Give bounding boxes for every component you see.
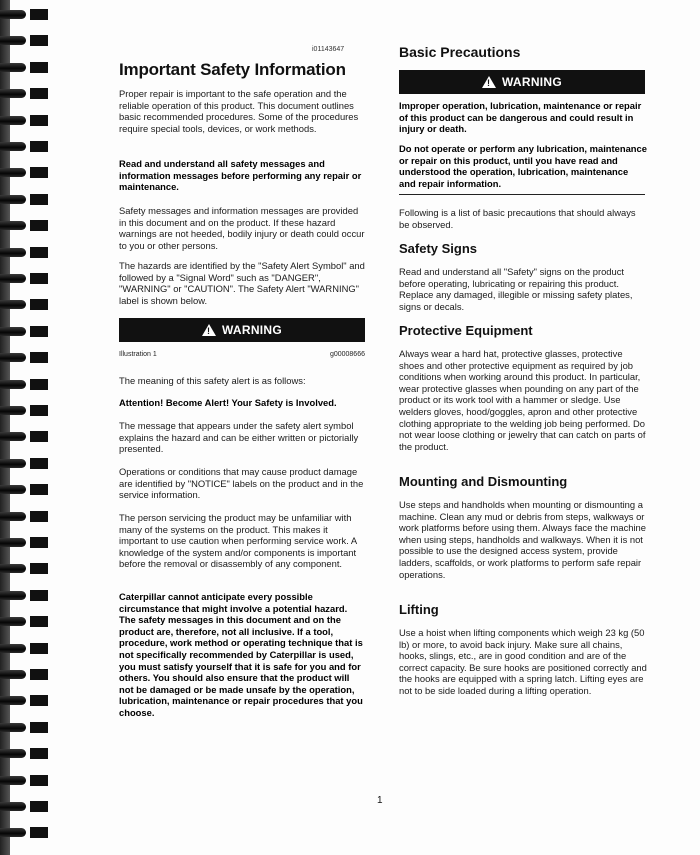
binding-ring bbox=[0, 140, 52, 153]
binding-ring bbox=[0, 800, 52, 813]
binding-ring bbox=[0, 246, 52, 259]
precautions-intro: Following is a list of basic precautions that should always be observed. bbox=[399, 207, 636, 230]
warning-banner bbox=[399, 70, 645, 94]
binding-ring bbox=[0, 721, 52, 734]
protective-equipment-heading: Protective Equipment bbox=[399, 323, 533, 338]
page-number: 1 bbox=[377, 795, 383, 806]
binding-ring bbox=[0, 668, 52, 681]
binding-ring bbox=[0, 272, 52, 285]
binding-ring bbox=[0, 483, 52, 496]
binding-ring bbox=[0, 351, 52, 364]
warning-divider bbox=[399, 194, 645, 195]
mounting-heading: Mounting and Dismounting bbox=[399, 474, 568, 489]
safety-messages-paragraph: Safety messages and information messages are provided in this document and on the product. If these hazard warnings are not heeded, bodily injury or death could occur to you or other persons. bbox=[119, 205, 365, 251]
warning-label-text: WARNING bbox=[221, 323, 283, 337]
binding-ring bbox=[0, 193, 52, 206]
safety-signs-heading: Safety Signs bbox=[399, 241, 478, 256]
binding-ring bbox=[0, 510, 52, 523]
illustration-caption: Illustration 1 bbox=[119, 351, 157, 358]
binding-ring bbox=[0, 166, 52, 179]
binding-ring bbox=[0, 404, 52, 417]
warning-banner-text: WARNING bbox=[501, 75, 563, 89]
message-explanation-paragraph: The message that appears under the safety alert symbol explains the hazard and can be either written or pictorially presented. bbox=[119, 420, 359, 455]
person-servicing-paragraph: The person servicing the product may be unfamiliar with many of the systems on the product. This makes it important to use caution when performing service work. A knowledge of the system and/or components is important before the removal or disassembly of any component. bbox=[119, 512, 357, 570]
protective-equipment-paragraph: Always wear a hard hat, protective glasses, protective shoes and other protective equipment as required by job conditions when working around this product. In particular, wear protective glasses when pounding on any part of the product or its work tool with a hammer or sledge. Use welders gloves, hood/goggles, apron and other protective clothing appropriate to the welding job being performed. Do not wear loose clothing or jewelry that can catch on parts of the product. bbox=[399, 348, 646, 452]
binding-ring bbox=[0, 325, 52, 338]
binding-ring bbox=[0, 536, 52, 549]
safety-alert-icon: ! bbox=[202, 324, 216, 336]
mounting-paragraph: Use steps and handholds when mounting or dismounting a machine. Clean any mud or debris from steps, walkways or work platforms before using them. Always face the machine when using steps, handholds and walkways. When it is not possible to use the designed access system, provide ladders, scaffolds, or work platforms to perform safe repair operations. bbox=[399, 499, 646, 580]
meaning-paragraph: The meaning of this safety alert is as follows: bbox=[119, 375, 306, 386]
warning-text-1: Improper operation, lubrication, maintenance or repair of this product can be dangerous and could result in injury or death. bbox=[399, 100, 642, 135]
read-messages-paragraph: Read and understand all safety messages and information messages before performing any repair or maintenance. bbox=[119, 158, 362, 193]
lifting-paragraph: Use a hoist when lifting components which weigh 23 kg (50 lb) or more, to avoid back injury. Make sure all chains, hooks, slings, etc., are in good condition and are of the correct capacity. Be sure hooks are positioned correctly and the hooks are equipped with a spring latch. Lifting eyes are not to be side loaded during a lifting operation. bbox=[399, 627, 647, 696]
warning-text-2: Do not operate or perform any lubrication, maintenance or repair on this product, until you have read and understood the operation, lubrication, maintenance and repair information. bbox=[399, 143, 647, 189]
binding-ring bbox=[0, 219, 52, 232]
binding-ring bbox=[0, 8, 52, 21]
attention-paragraph: Attention! Become Alert! Your Safety is Involved. bbox=[119, 397, 337, 408]
caterpillar-disclaimer-paragraph: Caterpillar cannot anticipate every possible circumstance that might involve a potential hazard. The safety messages in this document and on the product are, therefore, not all inclusive. If a tool, procedure, work method or operating technique that is not specifically recommended by Caterpillar is used, you must satisfy yourself that it is safe for you and for others. You should also ensure that the product will not be damaged or be made unsafe by the operation, lubrication, maintenance or repair procedures that you choose. bbox=[119, 591, 363, 718]
binding-ring bbox=[0, 298, 52, 311]
basic-precautions-title: Basic Precautions bbox=[399, 44, 521, 60]
binding-ring bbox=[0, 87, 52, 100]
hazards-paragraph: The hazards are identified by the "Safety Alert Symbol" and followed by a "Signal Word" such as "DANGER", "WARNING" or "CAUTION". The Safety Alert "WARNING" label is shown below. bbox=[119, 260, 365, 306]
binding-ring bbox=[0, 642, 52, 655]
binding-ring bbox=[0, 34, 52, 47]
binding-ring bbox=[0, 114, 52, 127]
intro-paragraph: Proper repair is important to the safe operation and the reliable operation of this product. This document outlines basic recommended procedures. Some of the procedures require special tools, devices, or work methods. bbox=[119, 88, 359, 134]
binding-ring bbox=[0, 694, 52, 707]
spiral-binding bbox=[0, 0, 58, 855]
binding-ring bbox=[0, 430, 52, 443]
safety-signs-paragraph: Read and understand all "Safety" signs on the product before operating, lubricating or repairing this product. Replace any damaged, illegible or missing safety plates, signs or decals. bbox=[399, 266, 633, 312]
binding-ring bbox=[0, 774, 52, 787]
binding-ring bbox=[0, 61, 52, 74]
binding-ring bbox=[0, 826, 52, 839]
binding-ring bbox=[0, 562, 52, 575]
illustration-caption-row bbox=[119, 351, 365, 358]
lifting-heading: Lifting bbox=[399, 602, 439, 617]
illustration-code: g00008666 bbox=[329, 351, 365, 358]
notice-paragraph: Operations or conditions that may cause product damage are identified by "NOTICE" labels on the product and in the service information. bbox=[119, 466, 364, 501]
binding-ring bbox=[0, 589, 52, 602]
binding-ring bbox=[0, 457, 52, 470]
document-reference: i01143647 bbox=[312, 46, 345, 53]
warning-label-illustration bbox=[119, 318, 365, 342]
binding-ring bbox=[0, 378, 52, 391]
page-title: Important Safety Information bbox=[119, 60, 346, 79]
safety-alert-icon: ! bbox=[482, 76, 496, 88]
binding-ring bbox=[0, 747, 52, 760]
binding-ring bbox=[0, 615, 52, 628]
